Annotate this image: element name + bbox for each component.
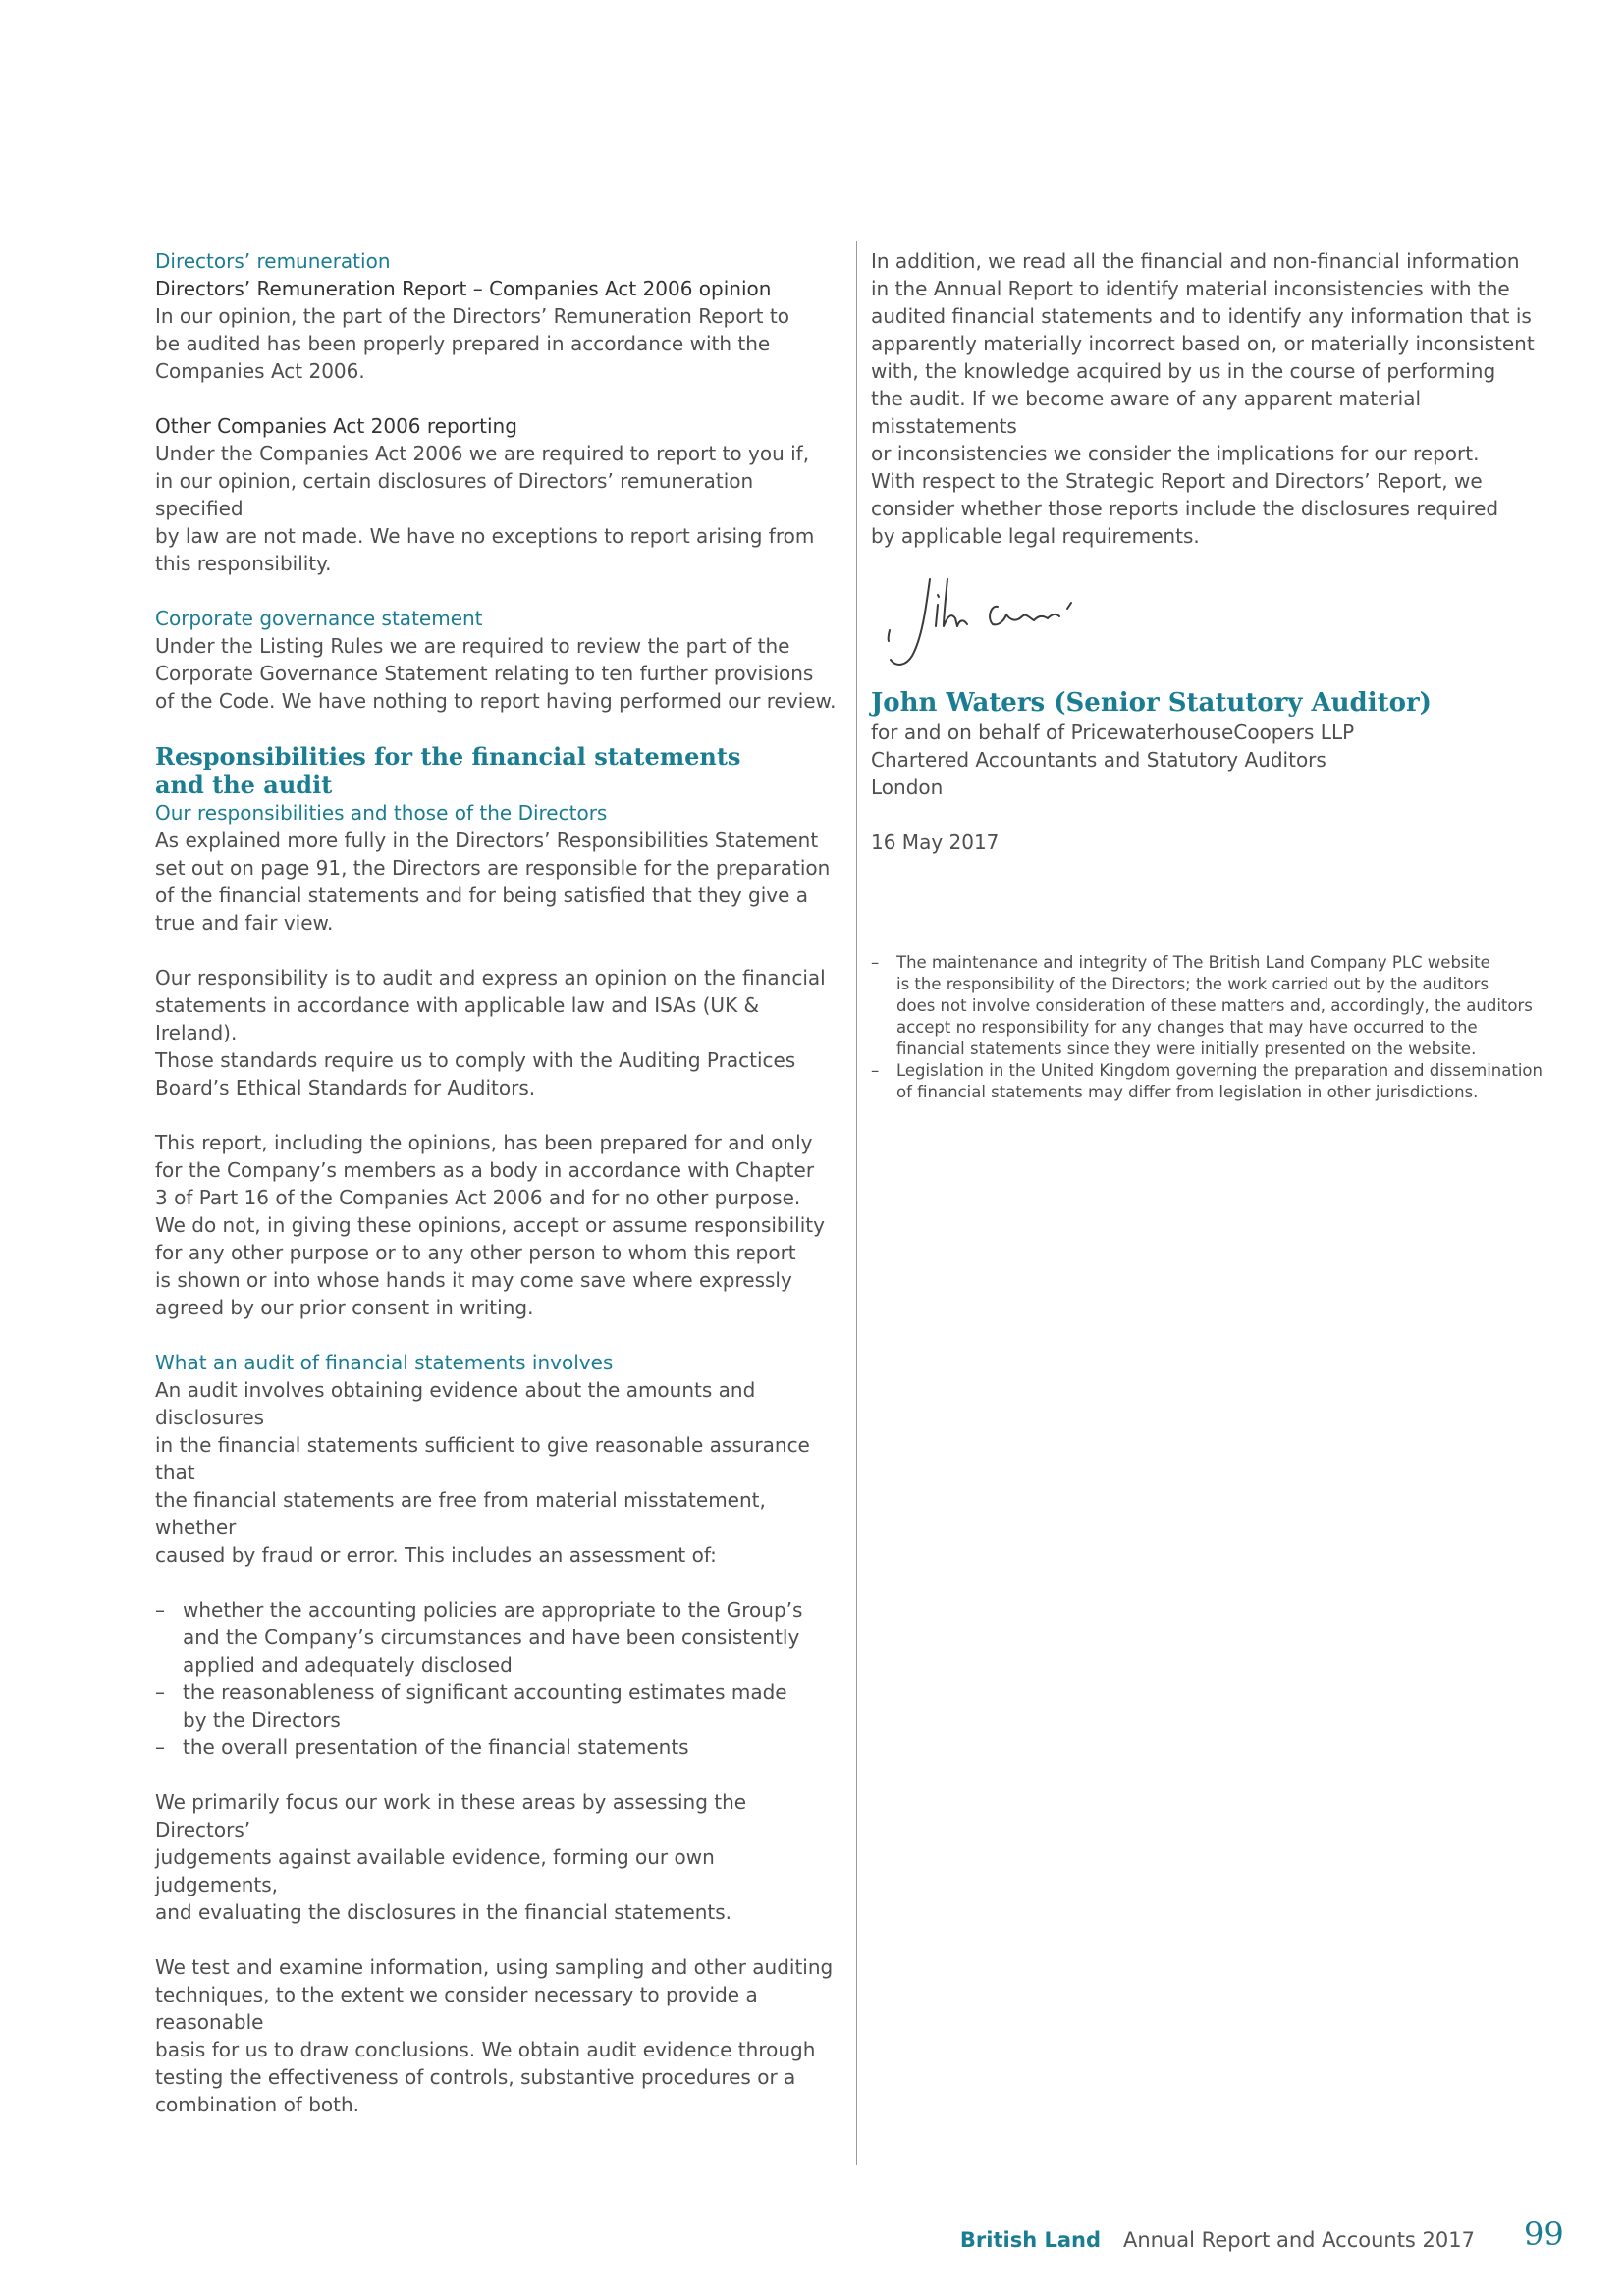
remuneration-subheading: Directors’ Remuneration Report – Companies Act 2006 opinion xyxy=(155,277,772,300)
remuneration-heading: Directors’ remuneration xyxy=(155,249,391,273)
list-item: – the overall presentation of the financial statements xyxy=(155,1734,842,1761)
auditor-name: John Waters (Senior Statutory Auditor) xyxy=(871,688,1432,718)
footnotes-list xyxy=(871,952,1558,1103)
responsibilities-paragraph-3: This report, including the opinions, has been prepared for and only for the Company’s members as a body in accordance with Chapter 3 of Part 16 of the Companies Act 2006 and for no other purpose. We do not, in giving these opinions, accept or assume responsibility for any other purpose or to any other person to whom this report is shown or into whose hands it may come save where expressly agreed by our prior consent in writing. xyxy=(155,1131,825,1319)
list-item: – The maintenance and integrity of The British Land Company PLC website is the responsibility of the Directors; the work carried out by the auditors does not involve consideration of these matters and, accordingly, the auditors accept no responsibility for any changes that may have occurred to the financial statements since they were initially presented on the website. xyxy=(871,952,1558,1060)
responsibilities-subheading: Our responsibilities and those of the Directors xyxy=(155,801,608,825)
audit-paragraph-2: We primarily focus our work in these areas by assessing the Directors’ judgements against available evidence, forming our own judgements, and evaluating the disclosures in the financial statements. xyxy=(155,1790,747,1924)
footer-brand: British Land xyxy=(959,2228,1101,2252)
left-column xyxy=(155,247,842,2118)
handwritten-signature-icon xyxy=(875,569,1169,677)
auditor-role: Chartered Accountants and Statutory Auditors xyxy=(871,748,1326,772)
audit-paragraph-1: An audit involves obtaining evidence about the amounts and disclosures in the financial statements sufficient to give reasonable assurance that the financial statements are free from material misstatement, whether caused by fraud or error. This includes an assessment of: xyxy=(155,1378,810,1567)
responsibilities-paragraph-2: Our responsibility is to audit and express an opinion on the financial statements in accordance with applicable law and ISAs (UK & Ireland). Those standards require us to comply with the Auditing Practices Board’s Ethical Standards for Auditors. xyxy=(155,966,826,1099)
right-column xyxy=(871,247,1558,1103)
audit-heading: What an audit of financial statements involves xyxy=(155,1351,614,1374)
responsibilities-paragraph-1: As explained more fully in the Directors’ Responsibilities Statement set out on page 91, the Directors are responsible for the preparation of the financial statements and for being satisfied that they give a true and fair view. xyxy=(155,828,831,934)
auditor-city: London xyxy=(871,775,944,799)
signature xyxy=(871,569,1558,687)
report-date: 16 May 2017 xyxy=(871,830,1000,854)
other-reporting-heading: Other Companies Act 2006 reporting xyxy=(155,414,517,438)
intro-paragraph: In addition, we read all the financial and non-financial information in the Annual Report to identify material inconsistencies with the audited financial statements and to identify any information that is apparently materially incorrect based on, or materially inconsistent with, the knowledge acquired by us in the course of performing the audit. If we become aware of any apparent material misstatements or inconsistencies we consider the implications for our report. With respect to the Strategic Report and Directors’ Report, we consider whether those reports include the disclosures required by applicable legal requirements. xyxy=(871,249,1535,548)
footer-title: Annual Report and Accounts 2017 xyxy=(1123,2228,1475,2252)
auditor-on-behalf: for and on behalf of PricewaterhouseCoopers LLP xyxy=(871,721,1355,744)
other-reporting-text: Under the Companies Act 2006 we are required to report to you if, in our opinion, certain disclosures of Directors’ remuneration specified by law are not made. We have no exceptions to report arising from this responsibility. xyxy=(155,442,815,575)
page-number: 99 xyxy=(1524,2216,1564,2253)
list-item: – Legislation in the United Kingdom governing the preparation and dissemination of financial statements may differ from legislation in other jurisdictions. xyxy=(871,1060,1558,1103)
governance-text: Under the Listing Rules we are required to review the part of the Corporate Governance Statement relating to ten further provisions of the Code. We have nothing to report having performed our review. xyxy=(155,634,837,713)
list-item: – whether the accounting policies are appropriate to the Group’s and the Company’s circumstances and have been consistently applied and adequately disclosed xyxy=(155,1596,842,1679)
list-item: – the reasonableness of significant accounting estimates made by the Directors xyxy=(155,1679,842,1734)
audit-paragraph-3: We test and examine information, using sampling and other auditing techniques, to the extent we consider necessary to provide a reasonable basis for us to draw conclusions. We obtain audit evidence through testing the effectiveness of controls, substantive procedures or a combination of both. xyxy=(155,1955,834,2116)
audit-assessment-list xyxy=(155,1596,842,1761)
remuneration-text: In our opinion, the part of the Directors’ Remuneration Report to be audited has been properly prepared in accordance with the Companies Act 2006. xyxy=(155,304,789,383)
column-divider xyxy=(856,241,857,2165)
governance-heading: Corporate governance statement xyxy=(155,607,483,630)
responsibilities-title: Responsibilities for the financial statements and the audit xyxy=(155,742,741,799)
